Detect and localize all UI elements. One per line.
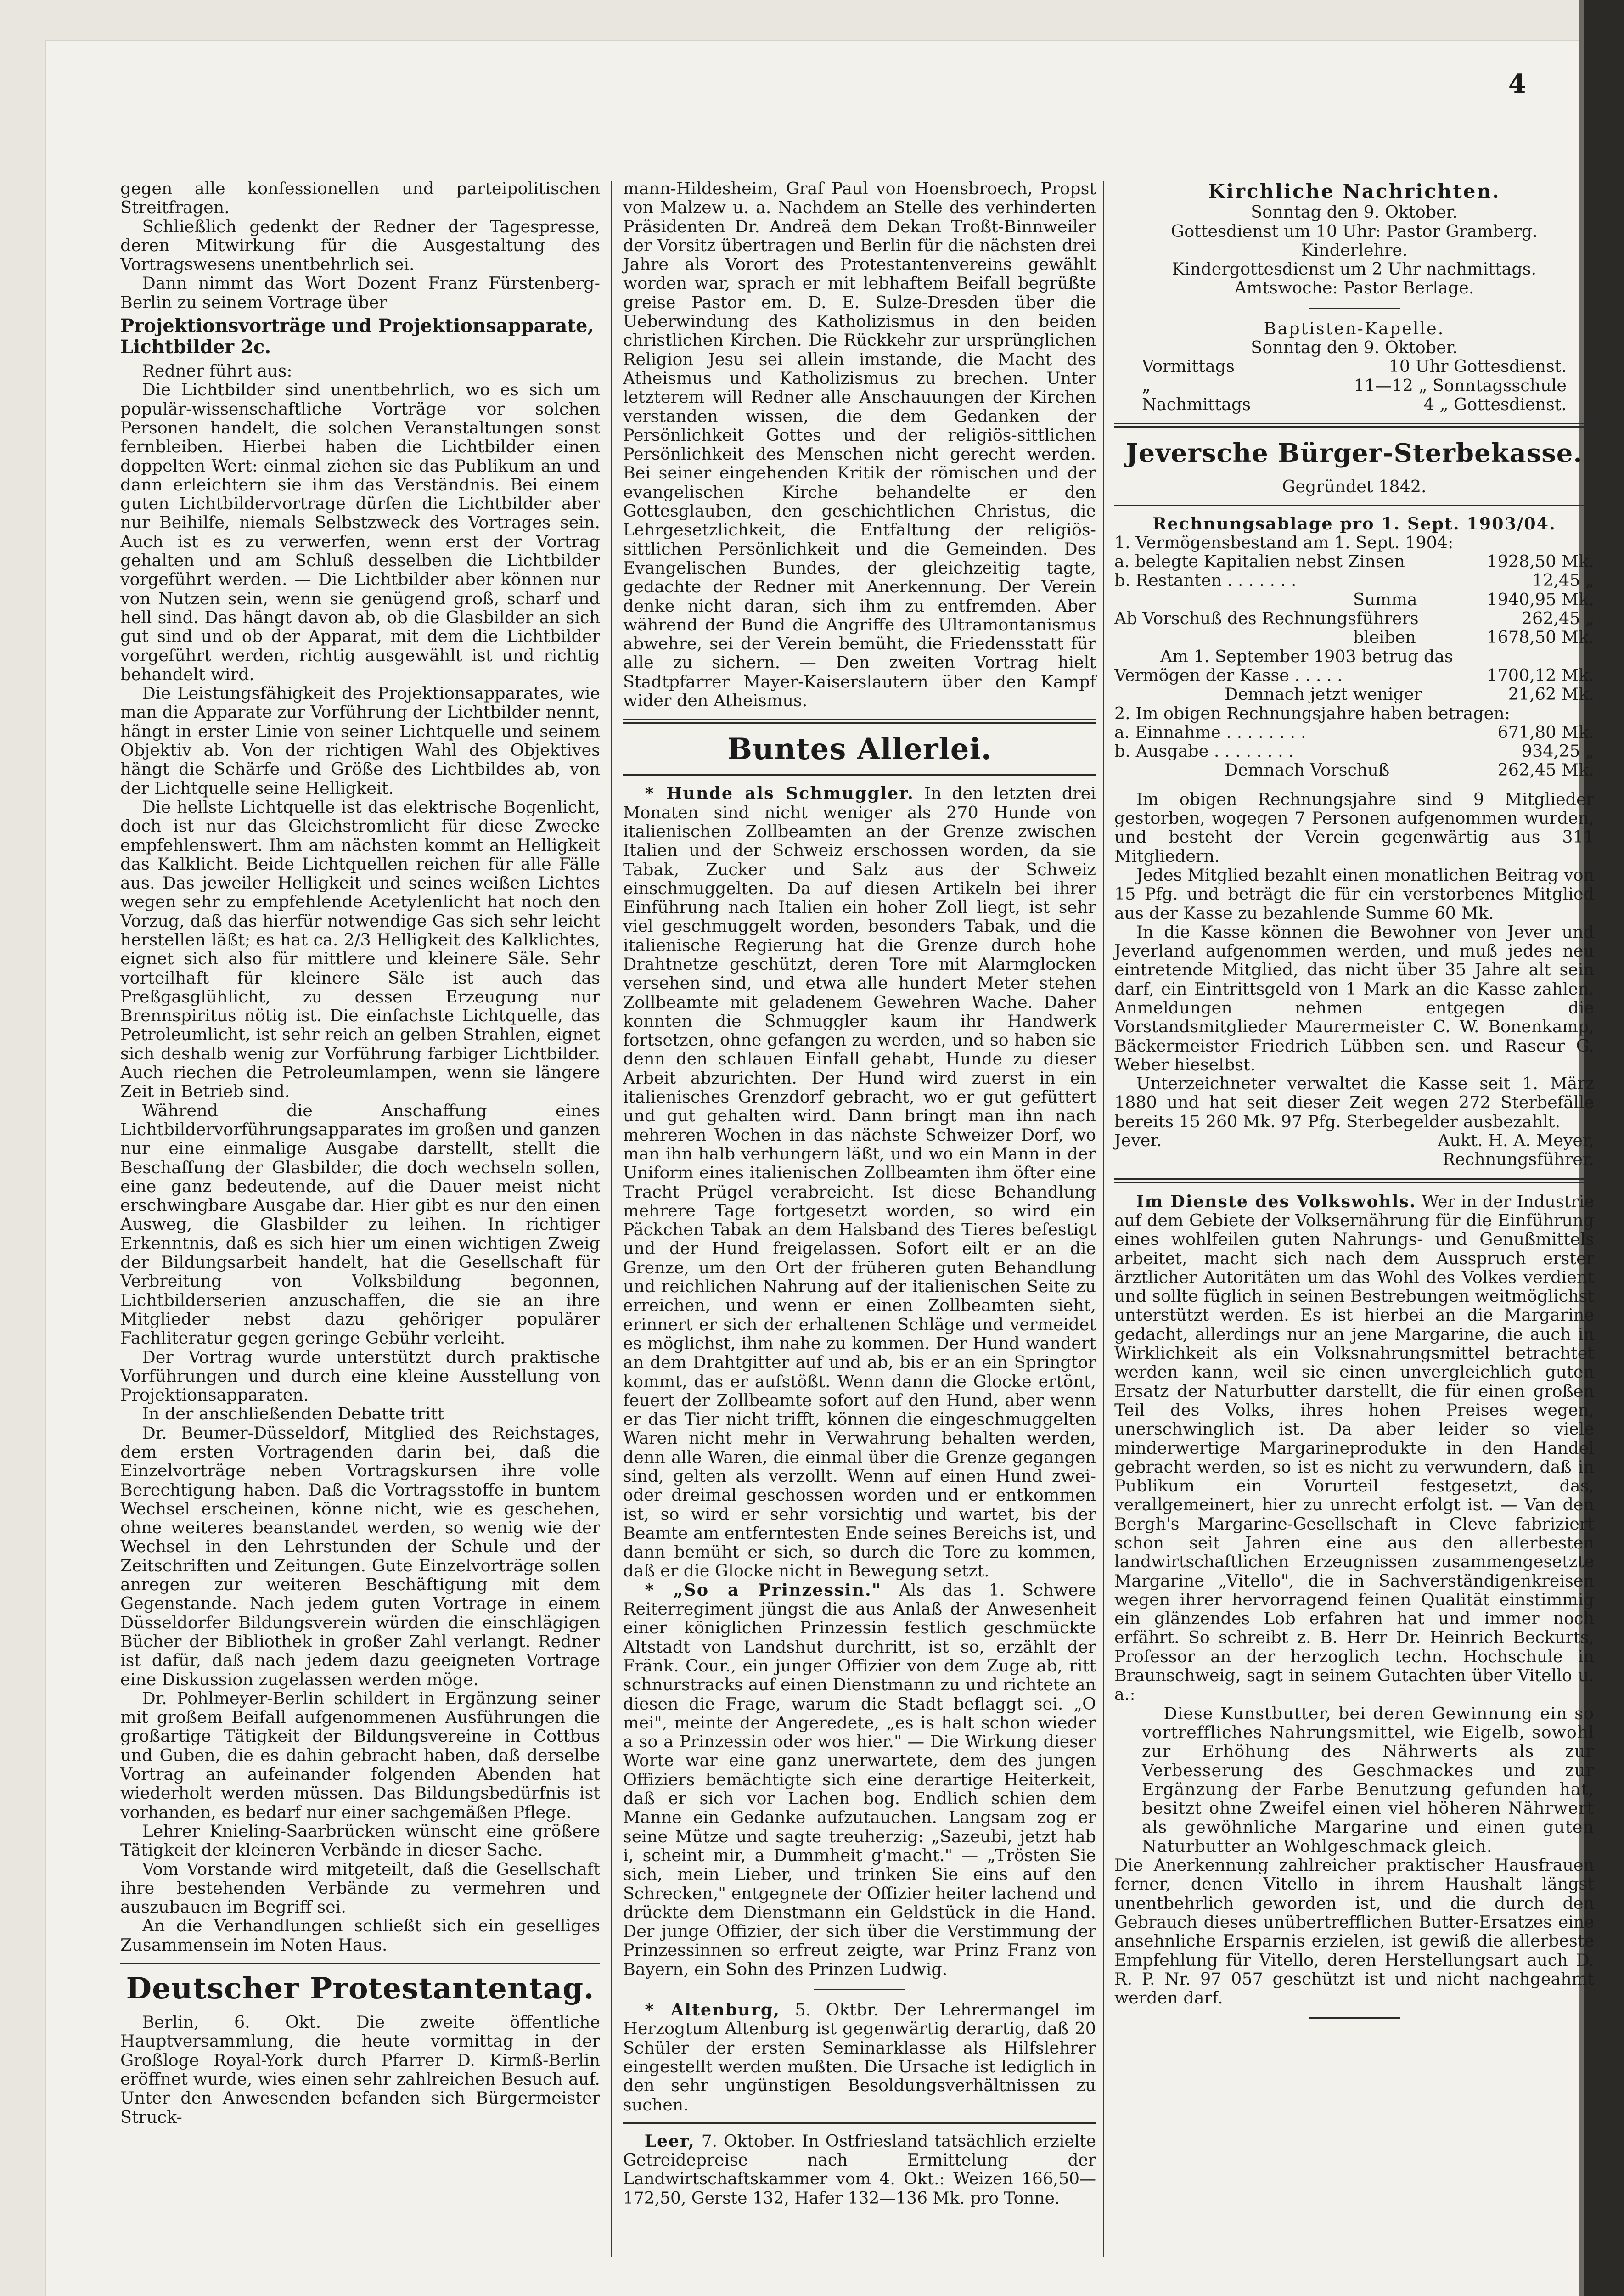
- baptist-row: [1114, 376, 1594, 395]
- kasse-row-label: Demnach jetzt weniger: [1225, 684, 1422, 704]
- baptist-row-right: 11—12 „ Sonntagsschule: [1354, 375, 1567, 395]
- intro-paragraph: Dann nimmt das Wort Dozent Franz Fürstenberg-Berlin zu seinem Vortrage über: [120, 273, 600, 312]
- kasse-paragraph: Im obigen Rechnungsjahre sind 9 Mitglieder gestorben, wogegen 7 Personen aufgenommen wurden, und besteht der Verein gegenwärtig aus 311 Mitgliedern.: [1114, 789, 1594, 866]
- kasse-report-title: Rechnungsablage pro 1. Sept. 1903/04.: [1152, 513, 1556, 534]
- spacer: [1114, 780, 1594, 790]
- section-divider: [1114, 1178, 1594, 1183]
- article-paragraph: In der anschließenden Debatte tritt: [142, 1404, 444, 1424]
- item-divider: [814, 1989, 905, 1990]
- section-title-buntes-allerlei: Buntes Allerlei.: [727, 732, 992, 767]
- column-1: [120, 179, 600, 2127]
- kasse-row-label: 2. Im obigen Rechnungsjahre haben betragen:: [1114, 703, 1510, 723]
- column-rule-left: [611, 181, 612, 2257]
- kasse-row: [1114, 571, 1594, 590]
- intro-paragraph: gegen alle konfessionellen und parteipolitischen Streitfragen.: [120, 179, 600, 218]
- item-kicker: * „So a Prinzessin.": [645, 1580, 882, 1600]
- kasse-row-label: Summa: [1353, 589, 1417, 609]
- item-text: Als das 1. Schwere Reiterregiment jüngst die aus Anlaß der Anwesenheit einer königlichen Prinzessin festlich geschmückte Altstadt von Landshut durchritt, ist so, erzählt der Fränk. Cour., ein junger Offizier von dem Zuge ab, ritt schnurstracks auf einen Dienstmann zu und richtete an diesen die Frage, warum die Stadt beflaggt sei. „O mei", meinte der Angeredete, „es is halt schon wieder a so a Prinzessin oder wos hier." — Die Wirkung dieser Worte war eine ganz unerwartete, dem des jungen Offiziers bemächtigte sich eine derartige Heiterkeit, daß er sich vor Lachen bog. Endlich schien dem Manne ein Gedanke aufzutauchen. Langsam zog er seine Mütze und sagte treuherzig: „Sazeubi, jetzt hab i, scheint mir, a Dummheit g'macht." — „Trösten Sie sich, mein Lieber, und trinken Sie eins auf den Schrecken," entgegnete der Offizier heiter lachend und drückte dem Dienstmann ein Geldstück in die Hand. Der junge Offizier, der sich über die Verstimmung der Prinzessinnen so erfreut zeigte, war Prinz Franz von Bayern, ein Sohn des Prinzen Ludwig.: [623, 1580, 1096, 1979]
- market-report: [623, 2132, 1096, 2208]
- kasse-row: [1114, 666, 1594, 685]
- kasse-row-value: 671,80 Mk.: [1497, 722, 1594, 742]
- kasse-row-label: Vermögen der Kasse . . . . .: [1114, 665, 1343, 685]
- news-item: [623, 1581, 1096, 1979]
- volkswohl-closing: Die Anerkennung zahlreicher praktischer Hausfrauen ferner, denen Vitello in ihrem Haushalt längst unentbehrlich geworden ist, und die durch den Gebrauch dieses unübertrefflichen Butter-Ersatzes eine ansehnliche Ersparnis erzielen, ist gewiß die allerbeste Empfehlung für Vitello, deren Herstellungsart auch D. R. P. Nr. 97 057 geschützt ist und nicht nachgeahmt werden darf.: [1114, 1855, 1594, 2008]
- sign-role: Rechnungsführer.: [1442, 1149, 1594, 1170]
- kasse-row-label: a. Einnahme . . . . . . . .: [1114, 722, 1306, 742]
- kasse-row-value: 1678,50 Mk.: [1487, 627, 1594, 647]
- kasse-row-value: 1940,95 Mk.: [1487, 589, 1594, 609]
- section-divider: [1114, 423, 1594, 428]
- kasse-signature: [1114, 1131, 1594, 1150]
- kasse-paragraph: Jedes Mitglied bezahlt einen monatlichen Beitrag von 15 Pfg. und beträgt die für ein verstorbenes Mitglied aus der Kasse zu bezahlende Summe 60 Mk.: [1114, 865, 1594, 923]
- kasse-row: [1114, 742, 1594, 760]
- kasse-row-value: 262,45 „: [1521, 608, 1594, 629]
- baptist-row: [1114, 357, 1594, 376]
- section-title-protestantentag: Deutscher Protestantentag.: [126, 1971, 595, 2006]
- kasse-title: Jeversche Bürger-Sterbekasse.: [1126, 438, 1583, 469]
- article-paragraph: Die Lichtbilder sind unentbehrlich, wo es sich um populär-wissenschaftliche Vorträge vor solchen Personen handelt, die solchen Veranstaltungen sonst fernbleiben. Hierbei haben die Lichtbilder einen doppelten Wert: einmal ziehen sie das Publikum an und dann erleichtern sie ihm das Verständnis. Bei einem guten Lichtbildervortrage dürfen die Lichtbilder aber nur Beihilfe, niemals Selbstzweck des Vortrages sein. Auch ist es zu verwerfen, wenn erst der Vortrag gehalten und am Schluß desselben die Lichtbilder vorgeführt werden. — Die Lichtbilder aber können nur von Nutzen sein, wenn sie genügend groß, scharf und hell sind. Das hängt davon ab, ob die Glasbilder an sich gut sind und ob der Apparat, mit dem die Lichtbilder vorgeführt werden, richtig ausgewählt ist und richtig behandelt wird.: [120, 380, 600, 684]
- item-divider: [1309, 2017, 1400, 2019]
- volkswohl-kicker: Im Dienste des Volkswohls.: [1136, 1191, 1416, 1211]
- kasse-row-value: 21,62 Mk.: [1508, 684, 1594, 704]
- page-number: 4: [1508, 69, 1526, 99]
- kasse-row: [1114, 590, 1594, 609]
- kasse-row-label: Ab Vorschuß des Rechnungsführers: [1114, 608, 1419, 629]
- kasse-row: [1114, 723, 1594, 742]
- church-news-line: Kinderlehre.: [1301, 240, 1408, 260]
- column-2: [623, 179, 1096, 2208]
- sign-name: Aukt. H. A. Meyer,: [1438, 1131, 1594, 1151]
- church-news-line: Sonntag den 9. Oktober.: [1251, 202, 1458, 222]
- baptist-row-left: Vormittags: [1142, 356, 1235, 377]
- church-news-title: Kirchliche Nachrichten.: [1208, 180, 1500, 203]
- talk-title: Projektionsvorträge und Projektionsapparate, Lichtbilder 2c.: [120, 315, 594, 358]
- item-divider: [1309, 308, 1400, 309]
- article-paragraph: Die hellste Lichtquelle ist das elektrische Bogenlicht, doch ist nur das Gleichstromlicht für diese Zwecke empfehlenswert. Ihm am nächsten kommt an Helligkeit das Kalklicht. Beide Lichtquellen reichen für alle Fälle aus. Das jeweiler Helligkeit und seines weißen Lichtes wegen sehr zu empfehlende Acetylenlicht hat noch den Vorzug, daß das hierfür notwendige Gas sich sehr leicht herstellen läßt; es hat ca. 2/3 Helligkeit des Kalklichtes, eignet sich also für mittlere und kleinere Säle. Sehr vorteilhaft für kleinere Säle ist auch das Preßgasglühlicht, zu dessen Erzeugung nur Brennspiritus nötig ist. Die einfachste Lichtquelle, das Petroleumlicht, ist sehr reich an gelben Strahlen, eignet sich deshalb wenig zur Vorführung farbiger Lichtbilder. Auch riechen die Petroleumlampen, wenn sie längere Zeit in Betrieb sind.: [120, 797, 600, 1102]
- article-paragraph: An die Verhandlungen schließt sich ein geselliges Zusammensein im Noten Haus.: [120, 1916, 600, 1955]
- church-news-line: Amtswoche: Pastor Berlage.: [1234, 278, 1474, 298]
- section-divider: [120, 1963, 600, 1964]
- baptist-row-left: „: [1142, 375, 1151, 395]
- kasse-paragraph: In die Kasse können die Bewohner von Jever und Jeverland aufgenommen werden, und muß jedes neu eintretende Mitglied, das nicht über 35 Jahre alt sein darf, ein Eintrittsgeld von 1 Mark an die Kasse zahlen. Anmeldungen nehmen entgegen die Vorstandsmitglieder Maurermeister C. W. Bonenkamp, Bäckermeister Friedrich Lübben sen. und Raseur G. Weber hieselbst.: [1114, 922, 1594, 1075]
- section-divider: [623, 2122, 1096, 2124]
- kasse-row-value: 1700,12 Mk.: [1487, 665, 1594, 685]
- sign-place: Jever.: [1114, 1131, 1162, 1151]
- baptist-row-right: 10 Uhr Gottesdienst.: [1388, 356, 1567, 377]
- kasse-row-value: 262,45 Mk.: [1497, 760, 1594, 780]
- article-paragraph: mann-Hildesheim, Graf Paul von Hoensbroech, Propst von Malzew u. a. Nachdem an Stelle des verhinderten Präsidenten Dr. Andreä dem Dekan Troßt-Binnweiler der Vorsitz übertragen und Berlin für die nächsten drei Jahre als Vorort des Protestantenvereins gewählt worden war, sprach er mit lebhaftem Beifall begrüßte greise Pastor em. D. E. Sulze-Dresden über die Ueberwindung des Katholizismus in den beiden christlichen Kirchen. Die Rückkehr zur ursprünglichen Religion Jesu sei allein imstande, die Macht des Atheismus und Katholizismus zu brechen. Unter letzterem will Redner alle Anschauungen der Kirchen verstanden wissen, die dem Gedanken der Persönlichkeit Gottes und der religiös-sittlichen Persönlichkeit des Menschen nicht gerecht werden. Bei seiner eingehenden Kritik der römischen und der evangelischen Kirche behandelte er den Gottesglauben, den geschichtlichen Christus, die Lehrgesetzlichkeit, die Entfaltung der religiös-sittlichen Persönlichkeit und die Gemeinden. Des Evangelischen Bundes, der gleichzeitig tagte, gedachte der Redner mit Anerkennung. Der Verein denke nicht daran, sich ihm zu entfremden. Aber während der Bund die Angriffe des Ultramontanismus abwehre, sei der Verein bemüht, die Friedensstatt für alle zu sichern. — Den zweiten Vortrag hielt Stadtpfarrer Mayer-Kaiserslautern über den Kampf wider den Atheismus.: [623, 179, 1096, 711]
- kasse-row: [1114, 533, 1594, 552]
- article-paragraph: Dr. Pohlmeyer-Berlin schildert in Ergänzung seiner mit großem Beifall aufgenommenen Ausführungen die großartige Tätigkeit der Bildungsvereine in Cottbus und Guben, die es dahin gebracht haben, daß derselbe Vortrag an aufeinander folgenden Abenden hat wiederholt werden müssen. Das Bildungsbedürfnis ist vorhanden, es bedarf nur einer sachgemäßen Pflege.: [120, 1688, 600, 1822]
- column-rule-right: [1103, 181, 1104, 2257]
- kasse-row: [1114, 552, 1594, 571]
- baptist-row: [1114, 395, 1594, 414]
- item-kicker: * Altenburg,: [645, 2000, 781, 2020]
- kasse-row: [1114, 760, 1594, 779]
- article-paragraph: Berlin, 6. Okt. Die zweite öffentliche Hauptversammlung, die heute vormittag in der Großloge Royal-York durch Pfarrer D. Kirmß-Berlin eröffnet wurde, wies einen sehr zahlreichen Besuch auf. Unter den Anwesenden befanden sich Bürgermeister Struck-: [120, 2012, 600, 2127]
- market-text: 7. Oktober. In Ostfriesland tatsächlich erzielte Getreidepreise nach Ermittelung der Landwirtschaftskammer vom 4. Okt.: Weizen 166,50—172,50, Gerste 132, Hafer 132—136 Mk. pro Tonne.: [623, 2132, 1096, 2208]
- kasse-founded: Gegründet 1842.: [1282, 477, 1427, 497]
- church-news-line: Gottesdienst um 10 Uhr: Pastor Gramberg.: [1171, 221, 1538, 241]
- section-divider: [623, 774, 1096, 776]
- baptist-title: Baptisten-Kapelle.: [1264, 318, 1445, 338]
- article-paragraph: Während die Anschaffung eines Lichtbildervorführungsapparates im großen und ganzen nur eine einmalige Ausgabe darstellt, stellt die Beschaffung der Glasbilder, die doch wechseln sollen, eine ganz bedeutende, auf die Dauer meist nicht erschwingbare Ausgabe dar. Hier gibt es nur den einen Ausweg, die Glasbilder zu leihen. In richtiger Erkenntnis, daß es sich hier um einen wichtigen Zweig der Bildungsarbeit handelt, hat die Gesellschaft für Verbreitung von Volksbildung begonnen, Lichtbilderserien anzuschaffen, die sie an ihre Mitglieder nebst dazu gehöriger populärer Fachliteratur gegen geringe Gebühr verleiht.: [120, 1100, 600, 1348]
- section-divider: [623, 719, 1096, 724]
- kasse-paragraph: Unterzeichneter verwaltet die Kasse seit 1. März 1880 und hat seit dieser Zeit wegen 272 Sterbefälle bereits 15 260 Mk. 97 Pfg. Sterbegelder ausbezahlt.: [1114, 1074, 1594, 1131]
- baptist-row-right: 4 „ Gottesdienst.: [1423, 394, 1567, 414]
- kasse-row-label: a. belegte Kapitalien nebst Zinsen: [1114, 551, 1405, 572]
- kasse-row-value: 12,45 „: [1532, 570, 1594, 591]
- kasse-signature-role: [1114, 1150, 1594, 1169]
- kasse-row-label: b. Restanten . . . . . . .: [1114, 570, 1297, 591]
- kasse-row-label: bleiben: [1353, 627, 1416, 647]
- kasse-row: [1114, 704, 1594, 723]
- kasse-row-label: 1. Vermögensbestand am 1. Sept. 1904:: [1114, 532, 1454, 552]
- kasse-row: [1114, 685, 1594, 703]
- item-kicker: * Hunde als Schmuggler.: [645, 783, 914, 804]
- volkswohl-quote: Diese Kunstbutter, bei deren Gewinnung ein so vortreffliches Nahrungsmittel, wie Eigelb, sowohl zur Erhöhung des Nährwerts als zur Verbesserung des Geschmackes und zur Ergänzung der Farbe Benutzung gefunden hat, besitzt ohne Zweifel einen viel höheren Nährwert als gewöhnliche Margarine und einen guten Naturbutter an Wohlgeschmack gleich.: [1142, 1703, 1594, 1856]
- kasse-row-value: 934,25 „: [1521, 741, 1594, 761]
- news-item: [623, 784, 1096, 1580]
- article-paragraph: Vom Vorstande wird mitgeteilt, daß die Gesellschaft ihre bestehenden Verbände zu vermehren und auszubauen im Begriff sei.: [120, 1859, 600, 1917]
- kasse-row-label: Am 1. September 1903 betrug das: [1160, 646, 1453, 666]
- kasse-row-label: b. Ausgabe . . . . . . . .: [1114, 741, 1294, 761]
- intro-paragraph: Schließlich gedenkt der Redner der Tagespresse, deren Mitwirkung für die Ausgestaltung des Vortragswesens unentbehrlich sei.: [120, 216, 600, 275]
- article-paragraph: Die Leistungsfähigkeit des Projektionsapparates, wie man die Apparate zur Vorführung der Lichtbilder nennt, hängt in erster Linie von seiner Lichtquelle und seinem Objektiv ab. Von der richtigen Wahl des Objektives hängt die Schärfe und Größe des Lichtbildes ab, von der Lichtquelle seine Helligkeit.: [120, 683, 600, 798]
- item-text: 5. Oktbr. Der Lehrermangel im Herzogtum Altenburg ist gegenwärtig derartig, daß 20 Schüler der ersten Seminarklasse als Hilfslehrer eingestellt werden mußten. Die Ursache ist lediglich in den sehr ungünstigen Besoldungsverhältnissen zu suchen.: [623, 2000, 1096, 2115]
- kasse-row: [1114, 628, 1594, 647]
- article-paragraph: Dr. Beumer-Düsseldorf, Mitglied des Reichstages, dem ersten Vortragenden darin bei, daß die Einzelvorträge neben Vortragskursen ihre volle Berechtigung haben. Daß die Vortragsstoffe in buntem Wechsel erscheinen, könne nicht, wie es geschehen, ohne weiteres beanstandet werden, so wenig wie der Wechsel in den Lehrstunden der Schule und der Zeitschriften und Zeitungen. Gute Einzelvorträge sollen anregen zur weiteren Beschäftigung mit dem Gegenstande. Nach jedem guten Vortrage in einem Düsseldorfer Bildungsverein würden die einschlägigen Bücher der Bibliothek in großer Zahl verlangt. Redner ist dafür, daß nach jedem dazu geeigneten Vortrage eine Diskussion zugelassen werden möge.: [120, 1423, 600, 1689]
- market-kicker: Leer,: [644, 2131, 695, 2151]
- item-text: In den letzten drei Monaten sind nicht weniger als 270 Hunde von italienischen Zollbeamten an der Grenze zwischen Italien und der Schweiz erschossen worden, da sie Tabak, Zucker und Salz aus der Schweiz einschmuggelten. Da auf diesen Artikeln bei ihrer Einführung nach Italien ein hoher Zoll liegt, ist sehr viel geschmuggelt worden, besonders Tabak, und die italienische Regierung hat die Grenze durch hohe Drahtnetze geschützt, deren Tore mit Alarmglocken versehen sind, und etwa alle hundert Meter stehen Zollbeamte mit geladenem Gewehren Wache. Daher konnten die Schmuggler kaum ihr Handwerk fortsetzen, ohne gefangen zu werden, und so haben sie denn den schlauen Einfall gehabt, Hunde zu dieser Arbeit abzurichten. Der Hund wird zuerst in ein italienisches Grenzdorf gebracht, wo er gut gefüttert und gut gehalten wird. Dann bringt man ihn nach mehreren Wochen in das nächste Schweizer Dorf, wo man ihn halb verhungern läßt, und wo ein Mann in der Uniform eines italienischen Zollbeamten ihm öfter eine Tracht Prügel verabreicht. Ist diese Behandlung mehrere Tage fortgesetzt worden, so wird ein Päckchen Tabak an dem Halsband des Tieres befestigt und der Hund freigelassen. Sofort eilt er an die Grenze, um den Ort der früheren guten Behandlung und reichlichen Nahrung auf der italienischen Seite zu erreichen, und wenn er einen Zollbeamten sieht, erinnert er sich der erhaltenen Schläge und vermeidet es möglichst, ihm nahe zu kommen. Der Hund wandert an dem Drahtgitter auf und ab, bis er an ein Springtor kommt, das er aufstößt. Wenn dann die Glocke ertönt, feuert der Zollbeamte sofort auf den Hund, aber wenn er das Tier nicht trifft, können die eingeschmuggelten Waren nicht mehr in Verwahrung behalten werden, denn alle Waren, die einmal über die Grenze gegangen sind, gelten als verzollt. Wenn auf einen Hund zwei- oder dreimal geschossen worden und er entkommen ist, so wird er sehr vorsichtig und wartet, bis der Beamte am entferntesten Ende seines Bereichs ist, und dann bemüht er sich, so durch die Tore zu kommen, daß er die Glocke nicht in Bewegung setzt.: [623, 783, 1096, 1581]
- article-paragraph: Lehrer Knieling-Saarbrücken wünscht eine größere Tätigkeit der kleineren Verbände in dieser Sache.: [120, 1821, 600, 1860]
- section-divider: [1114, 505, 1594, 506]
- volkswohl-text: Wer in der Industrie auf dem Gebiete der Volksernährung für die Einführung eines wohlfeilen guten Nahrungs- und Genußmittels arbeitet, macht sich nach dem Ausspruch erster ärztlicher Autoritäten um das Wohl des Volkes verdient und sollte füglich in seinen Bestrebungen weitmöglichst unterstützt werden. Es ist hierbei an die Margarine gedacht, allerdings nur an jene Margarine, die auch in Wirklichkeit als ein Volksnahrungsmittel betrachtet werden kann, weil sie einen unvergleichlich guten Ersatz der Naturbutter darstellt, die für einen großen Teil des Volks, ihres hohen Preises wegen, unerschwinglich ist. Da aber leider so viele minderwertige Margarineprodukte in den Handel gebracht werden, so ist es nicht zu verwundern, daß in Publikum ein Vorurteil festgesetzt, das, verallgemeinert, hier zu unrecht erfolgt ist. — Van den Bergh's Margarine-Gesellschaft in Cleve fabriziert schon seit Jahren eine aus den allerbesten landwirtschaftlichen Erzeugnissen zusammengesetzte Margarine „Vitello", die in Sachverständigenkreisen wegen ihrer hervorragend feinen Qualität einstimmig ein glänzendes Lob erfahren hat und immer noch erfährt. So schreibt z. B. Herr Dr. Heinrich Beckurts, Professor an der herzoglich techn. Hochschule in Braunschweig, sagt in seinem Gutachten über Vitello u. a.:: [1114, 1191, 1594, 1705]
- baptist-row-left: Nachmittags: [1142, 394, 1251, 414]
- kasse-row-value: 1928,50 Mk.: [1487, 551, 1594, 572]
- baptist-date: Sonntag den 9. Oktober.: [1251, 338, 1458, 358]
- church-news-line: Kindergottesdienst um 2 Uhr nachmittags.: [1172, 259, 1537, 279]
- article-paragraph: Der Vortrag wurde unterstützt durch praktische Vorführungen und durch eine kleine Ausstellung von Projektionsapparaten.: [120, 1347, 600, 1405]
- news-item: [623, 2000, 1096, 2114]
- kasse-row-label: Demnach Vorschuß: [1225, 760, 1390, 780]
- column-3: [1114, 179, 1594, 2029]
- volkswohl-ad: [1114, 1192, 1594, 1704]
- article-paragraph: Redner führt aus:: [142, 361, 292, 381]
- kasse-row: [1114, 609, 1594, 628]
- kasse-row: [1114, 647, 1594, 666]
